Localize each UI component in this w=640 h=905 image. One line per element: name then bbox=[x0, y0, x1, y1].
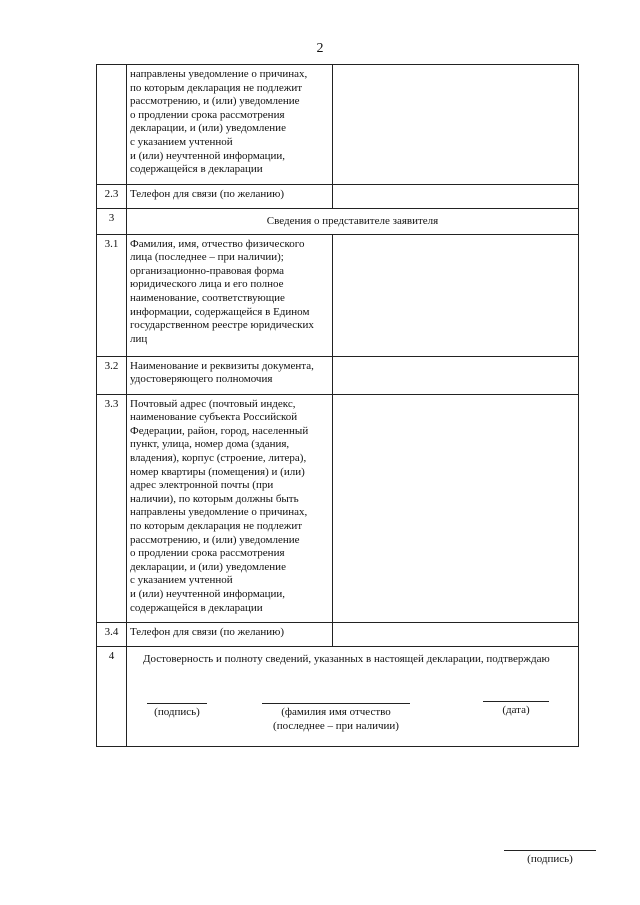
label-line: и (или) неучтенной информации, bbox=[130, 149, 286, 162]
row-number: 3.3 bbox=[97, 394, 127, 622]
label-line: направлены уведомление о причинах, bbox=[130, 68, 308, 80]
row-label bbox=[127, 65, 333, 185]
label-line: рассмотрению, и (или) уведомление bbox=[130, 533, 300, 546]
label-line: Наименование и реквизиты документа, bbox=[130, 359, 314, 372]
date-caption: (дата) bbox=[502, 703, 530, 716]
label-line: декларации, и (или) уведомление bbox=[130, 122, 286, 135]
row-label bbox=[127, 234, 333, 356]
table-row bbox=[97, 185, 579, 209]
label-line: по которым декларация не подлежит bbox=[130, 519, 303, 532]
label-line: наименование субъекта Российской bbox=[130, 411, 298, 424]
table-row bbox=[97, 356, 579, 394]
value-cell[interactable] bbox=[333, 65, 579, 185]
declaration-table bbox=[96, 64, 579, 747]
document-value-cell[interactable] bbox=[333, 356, 579, 394]
row-label: Телефон для связи (по желанию) bbox=[127, 622, 333, 646]
postal-address-value-cell[interactable] bbox=[333, 394, 579, 622]
table-row bbox=[97, 394, 579, 622]
table-row bbox=[97, 646, 579, 746]
table-row bbox=[97, 622, 579, 646]
label-line: наличии), по которым должны быть bbox=[130, 492, 299, 505]
table-row bbox=[97, 234, 579, 356]
label-line: Фамилия, имя, отчество физического bbox=[130, 237, 305, 250]
confirmation-text: Достоверность и полноту сведений, указанных в настоящей декларации, подтверждаю bbox=[143, 652, 550, 665]
label-line: о продлении срока рассмотрения bbox=[130, 108, 285, 121]
confirmation-cell bbox=[127, 646, 579, 746]
label-line: лица (последнее – при наличии); bbox=[130, 251, 284, 264]
row-number: 3 bbox=[97, 209, 127, 235]
row-number: 3.2 bbox=[97, 356, 127, 394]
row-number: 3.1 bbox=[97, 234, 127, 356]
label-line: Федерации, район, город, населенный bbox=[130, 424, 309, 437]
section-title: Сведения о представителе заявителя bbox=[127, 209, 579, 235]
label-line: с указанием учтенной bbox=[130, 574, 233, 587]
label-line: государственном реестре юридических bbox=[130, 319, 314, 332]
date-line[interactable] bbox=[483, 701, 549, 702]
table-row bbox=[97, 65, 579, 185]
footer-signature-caption: (подпись) bbox=[527, 853, 573, 865]
name-caption-note: (последнее – при наличии) bbox=[273, 719, 399, 732]
label-line: с указанием учтенной bbox=[130, 135, 233, 148]
row-number: 3.4 bbox=[97, 622, 127, 646]
label-line: Почтовый адрес (почтовый индекс, bbox=[130, 397, 296, 410]
name-caption: (фамилия имя отчество bbox=[281, 705, 391, 718]
footer-signature-line[interactable] bbox=[504, 850, 596, 851]
representative-name-value-cell[interactable] bbox=[333, 234, 579, 356]
name-line[interactable] bbox=[262, 703, 410, 704]
label-line: рассмотрению, и (или) уведомление bbox=[130, 95, 300, 108]
row-number: 4 bbox=[97, 646, 127, 746]
phone-value-cell[interactable] bbox=[333, 185, 579, 209]
row-label: Телефон для связи (по желанию) bbox=[127, 185, 333, 209]
phone-value-cell[interactable] bbox=[333, 622, 579, 646]
label-line: владения), корпус (строение, литера), bbox=[130, 451, 307, 464]
label-line: направлены уведомление о причинах, bbox=[130, 506, 308, 519]
label-line: адрес электронной почты (при bbox=[130, 479, 274, 492]
row-number bbox=[97, 65, 127, 185]
signature-line[interactable] bbox=[147, 703, 207, 704]
label-line: наименование, соответствующие bbox=[130, 291, 285, 304]
row-label bbox=[127, 394, 333, 622]
label-line: организационно-правовая форма bbox=[130, 264, 284, 277]
label-line: содержащейся в декларации bbox=[130, 601, 263, 614]
signature-caption: (подпись) bbox=[154, 705, 200, 718]
label-line: по которым декларация не подлежит bbox=[130, 81, 303, 94]
page-number: 2 bbox=[316, 41, 324, 56]
row-number: 2.3 bbox=[97, 185, 127, 209]
label-line: содержащейся в декларации bbox=[130, 163, 263, 176]
label-line: юридического лица и его полное bbox=[130, 278, 284, 291]
label-line: пункт, улица, номер дома (здания, bbox=[130, 438, 290, 451]
label-line: номер квартиры (помещения) и (или) bbox=[130, 465, 305, 478]
label-line: удостоверяющего полномочия bbox=[130, 373, 273, 386]
label-line: декларации, и (или) уведомление bbox=[130, 560, 286, 573]
row-label bbox=[127, 356, 333, 394]
label-line: и (или) неучтенной информации, bbox=[130, 587, 286, 600]
table-row bbox=[97, 209, 579, 235]
label-line: информации, содержащейся в Едином bbox=[130, 305, 310, 318]
label-line: лиц bbox=[130, 332, 148, 345]
label-line: о продлении срока рассмотрения bbox=[130, 547, 285, 560]
